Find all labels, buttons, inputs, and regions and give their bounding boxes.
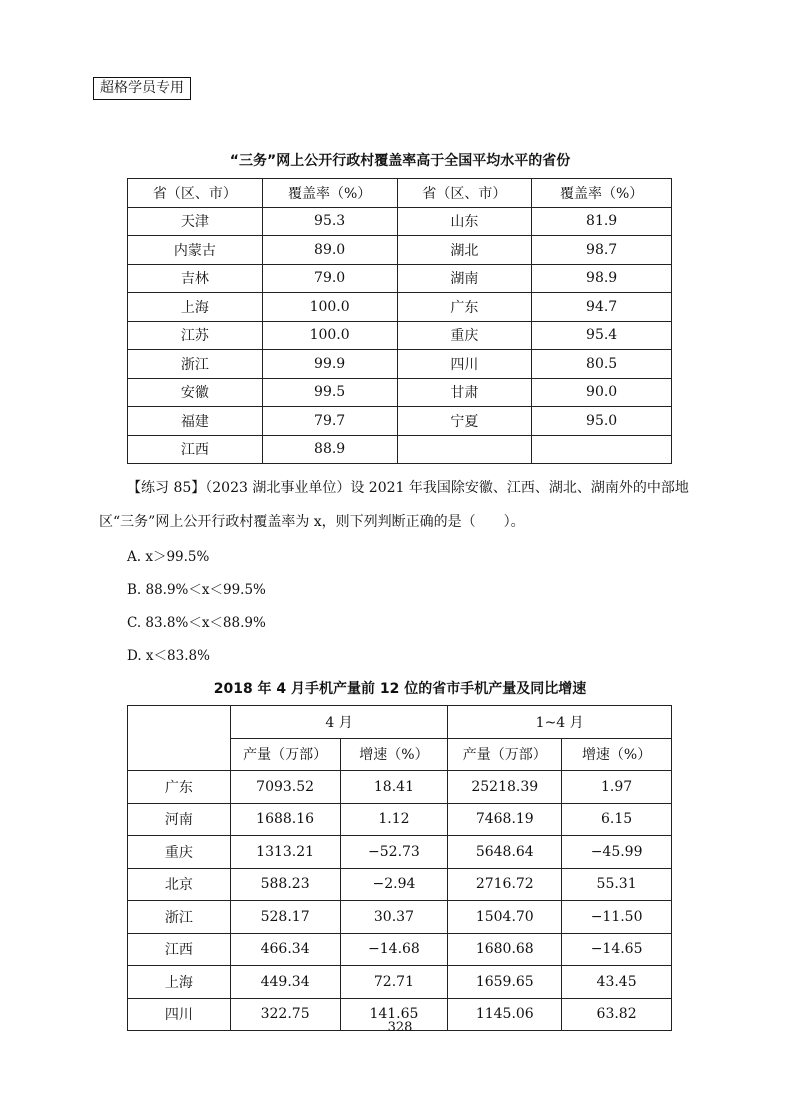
value-cell: 1313.21 xyxy=(230,836,340,869)
value-cell: 30.37 xyxy=(340,901,448,934)
value-cell: −2.94 xyxy=(340,868,448,901)
province-cell: 重庆 xyxy=(397,321,532,350)
coverage-table xyxy=(127,178,672,464)
rate-cell: 99.9 xyxy=(262,350,397,379)
rate-cell: 81.9 xyxy=(532,207,672,236)
province-cell: 江西 xyxy=(128,435,263,464)
province-cell: 吉林 xyxy=(128,264,263,293)
rate-cell: 95.0 xyxy=(532,407,672,436)
province-cell: 上海 xyxy=(128,293,263,322)
value-cell: 1.12 xyxy=(340,803,448,836)
province-cell: 安徽 xyxy=(128,378,263,407)
table-row xyxy=(128,836,672,869)
province-cell: 重庆 xyxy=(128,836,231,869)
table-row xyxy=(128,321,672,350)
table-row xyxy=(128,868,672,901)
option-c: C. 83.8%＜x＜88.9% xyxy=(127,615,266,631)
table2-title: 2018 年 4 月手机产量前 12 位的省市手机产量及同比增速 xyxy=(213,681,587,697)
province-cell: 福建 xyxy=(128,407,263,436)
province-cell: 江苏 xyxy=(128,321,263,350)
table-row xyxy=(128,771,672,804)
value-cell: 63.82 xyxy=(562,998,672,1031)
value-cell: 7093.52 xyxy=(230,771,340,804)
province-cell: 江西 xyxy=(128,933,231,966)
value-cell: 5648.64 xyxy=(448,836,562,869)
value-cell: 6.15 xyxy=(562,803,672,836)
value-cell: −14.68 xyxy=(340,933,448,966)
province-cell: 广东 xyxy=(128,771,231,804)
province-cell: 上海 xyxy=(128,966,231,999)
province-cell: 内蒙古 xyxy=(128,236,263,265)
province-cell: 山东 xyxy=(397,207,532,236)
rate-cell: 79.7 xyxy=(262,407,397,436)
header-cell: 增速（%） xyxy=(562,738,672,771)
table-row xyxy=(128,350,672,379)
phone-production-table xyxy=(127,705,672,1031)
value-cell: 7468.19 xyxy=(448,803,562,836)
rate-cell: 98.7 xyxy=(532,236,672,265)
table-row xyxy=(128,407,672,436)
option-a: A. x＞99.5% xyxy=(127,549,210,565)
page-number: 328 xyxy=(387,1020,413,1035)
value-cell: 72.71 xyxy=(340,966,448,999)
value-cell: 55.31 xyxy=(562,868,672,901)
table1-title: “三务”网上公开行政村覆盖率高于全国平均水平的省份 xyxy=(229,153,571,169)
table-row xyxy=(128,293,672,322)
rate-cell: 95.4 xyxy=(532,321,672,350)
province-cell: 四川 xyxy=(397,350,532,379)
table-row xyxy=(128,933,672,966)
value-cell: 1145.06 xyxy=(448,998,562,1031)
province-cell: 广东 xyxy=(397,293,532,322)
value-cell: −11.50 xyxy=(562,901,672,934)
province-cell: 四川 xyxy=(128,998,231,1031)
value-cell: 1688.16 xyxy=(230,803,340,836)
header-cell: 产量（万部） xyxy=(230,738,340,771)
value-cell: −45.99 xyxy=(562,836,672,869)
table-row xyxy=(128,378,672,407)
table-row xyxy=(128,435,672,464)
value-cell: 322.75 xyxy=(230,998,340,1031)
value-cell: 18.41 xyxy=(340,771,448,804)
table-row xyxy=(128,207,672,236)
header-cell: 省（区、市） xyxy=(128,179,263,208)
question-line-1: 【练习 85】（2023 湖北事业单位）设 2021 年我国除安徽、江西、湖北、湖南外的中部地 xyxy=(127,480,689,496)
value-cell: 1504.70 xyxy=(448,901,562,934)
rate-cell: 98.9 xyxy=(532,264,672,293)
value-cell: 25218.39 xyxy=(448,771,562,804)
province-cell: 湖南 xyxy=(397,264,532,293)
rate-cell: 100.0 xyxy=(262,293,397,322)
province-cell: 浙江 xyxy=(128,350,263,379)
header-cell: 省（区、市） xyxy=(397,179,532,208)
value-cell: 1680.68 xyxy=(448,933,562,966)
rate-cell: 94.7 xyxy=(532,293,672,322)
value-cell: −14.65 xyxy=(562,933,672,966)
table-header-row xyxy=(128,179,672,208)
rate-cell: 95.3 xyxy=(262,207,397,236)
province-cell: 浙江 xyxy=(128,901,231,934)
group-header-row xyxy=(128,706,672,739)
corner-cell xyxy=(128,706,231,771)
table-row xyxy=(128,803,672,836)
rate-cell xyxy=(532,435,672,464)
province-cell: 甘肃 xyxy=(397,378,532,407)
question-line-2: 区“三务”网上公开行政村覆盖率为 x，则下列判断正确的是（ ）。 xyxy=(99,514,525,530)
province-cell: 湖北 xyxy=(397,236,532,265)
table-row xyxy=(128,264,672,293)
value-cell: 1659.65 xyxy=(448,966,562,999)
value-cell: 43.45 xyxy=(562,966,672,999)
rate-cell: 99.5 xyxy=(262,378,397,407)
rate-cell: 80.5 xyxy=(532,350,672,379)
option-b: B. 88.9%＜x＜99.5% xyxy=(127,582,266,598)
province-cell: 北京 xyxy=(128,868,231,901)
rate-cell: 88.9 xyxy=(262,435,397,464)
rate-cell: 100.0 xyxy=(262,321,397,350)
header-cell: 增速（%） xyxy=(340,738,448,771)
option-d: D. x＜83.8% xyxy=(127,648,210,664)
group-header-cell: 4 月 xyxy=(230,706,448,739)
province-cell: 宁夏 xyxy=(397,407,532,436)
student-only-stamp: 超格学员专用 xyxy=(93,77,191,100)
value-cell: 528.17 xyxy=(230,901,340,934)
rate-cell: 90.0 xyxy=(532,378,672,407)
province-cell: 天津 xyxy=(128,207,263,236)
header-cell: 产量（万部） xyxy=(448,738,562,771)
value-cell: 2716.72 xyxy=(448,868,562,901)
value-cell: 466.34 xyxy=(230,933,340,966)
table-row xyxy=(128,966,672,999)
province-cell xyxy=(397,435,532,464)
rate-cell: 89.0 xyxy=(262,236,397,265)
table-row xyxy=(128,901,672,934)
table-row xyxy=(128,236,672,265)
group-header-cell: 1~4 月 xyxy=(448,706,672,739)
value-cell: 588.23 xyxy=(230,868,340,901)
value-cell: −52.73 xyxy=(340,836,448,869)
header-cell: 覆盖率（%） xyxy=(262,179,397,208)
value-cell: 141.65 xyxy=(340,998,448,1031)
header-cell: 覆盖率（%） xyxy=(532,179,672,208)
value-cell: 449.34 xyxy=(230,966,340,999)
province-cell: 河南 xyxy=(128,803,231,836)
rate-cell: 79.0 xyxy=(262,264,397,293)
value-cell: 1.97 xyxy=(562,771,672,804)
